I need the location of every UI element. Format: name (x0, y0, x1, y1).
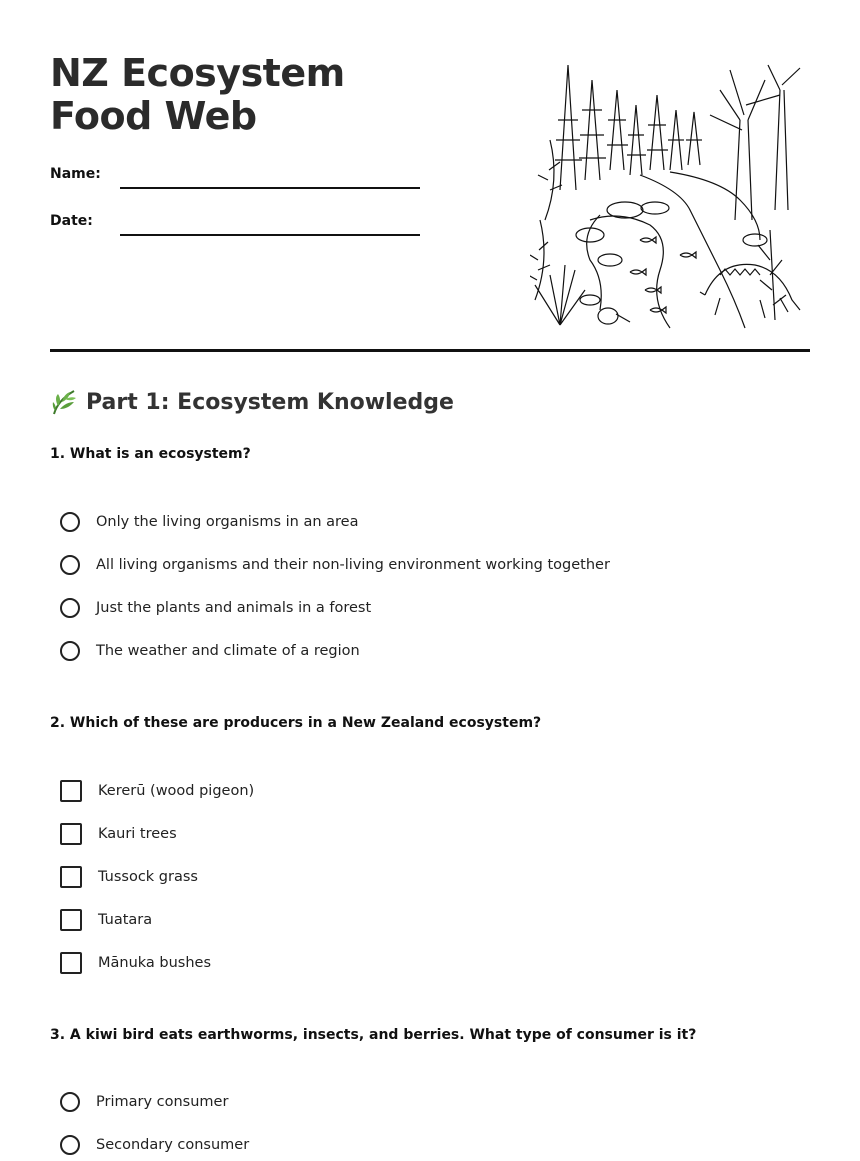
question-2-option-4[interactable] (60, 907, 152, 933)
radio-button[interactable] (60, 1092, 80, 1112)
option-label: Only the living organisms in an area (96, 514, 359, 530)
question-3-option-2[interactable] (60, 1132, 249, 1158)
question-1-option-2[interactable] (60, 552, 610, 578)
question-1: 1. What is an ecosystem? (50, 446, 251, 462)
question-2-option-1[interactable] (60, 778, 254, 804)
date-label: Date: (50, 213, 93, 229)
option-label: Secondary consumer (96, 1137, 250, 1153)
option-label: Primary consumer (96, 1094, 229, 1110)
radio-button[interactable] (60, 598, 80, 618)
radio-button[interactable] (60, 1135, 80, 1155)
radio-button[interactable] (60, 641, 80, 661)
radio-button[interactable] (60, 512, 80, 532)
section-title (50, 388, 454, 416)
name-input-line[interactable] (120, 187, 420, 189)
checkbox[interactable] (60, 823, 82, 845)
question-1-option-4[interactable] (60, 638, 360, 664)
option-label: Kererū (wood pigeon) (98, 783, 255, 799)
checkbox[interactable] (60, 780, 82, 802)
forest-stream-illustration (530, 60, 810, 330)
question-1-option-3[interactable] (60, 595, 371, 621)
section-title-text: Part 1: Ecosystem Knowledge (86, 389, 454, 415)
header-divider (50, 349, 810, 352)
date-input-line[interactable] (120, 234, 420, 236)
option-label: The weather and climate of a region (96, 643, 360, 659)
leaf-icon (50, 388, 78, 416)
question-2-option-5[interactable] (60, 950, 211, 976)
option-label: Kauri trees (98, 826, 177, 842)
checkbox[interactable] (60, 952, 82, 974)
question-3-option-1[interactable] (60, 1089, 228, 1115)
worksheet-page (50, 0, 810, 1153)
question-2: 2. Which of these are producers in a New Zealand ecosystem? (50, 715, 542, 731)
question-2-option-3[interactable] (60, 864, 198, 890)
option-label: Mānuka bushes (98, 955, 212, 971)
question-1-option-1[interactable] (60, 509, 358, 535)
checkbox[interactable] (60, 909, 82, 931)
worksheet-header (50, 0, 810, 352)
page-title: NZ Ecosystem Food Web (50, 51, 345, 138)
option-label: Tussock grass (98, 869, 198, 885)
name-label: Name: (50, 166, 101, 182)
option-label: All living organisms and their non-living environment working together (96, 557, 610, 573)
checkbox[interactable] (60, 866, 82, 888)
question-2-option-2[interactable] (60, 821, 177, 847)
question-3: 3. A kiwi bird eats earthworms, insects, and berries. What type of consumer is it? (50, 1027, 697, 1043)
option-label: Just the plants and animals in a forest (96, 600, 372, 616)
option-label: Tuatara (98, 912, 153, 928)
name-field-row (50, 160, 430, 190)
date-field-row (50, 207, 430, 237)
radio-button[interactable] (60, 555, 80, 575)
